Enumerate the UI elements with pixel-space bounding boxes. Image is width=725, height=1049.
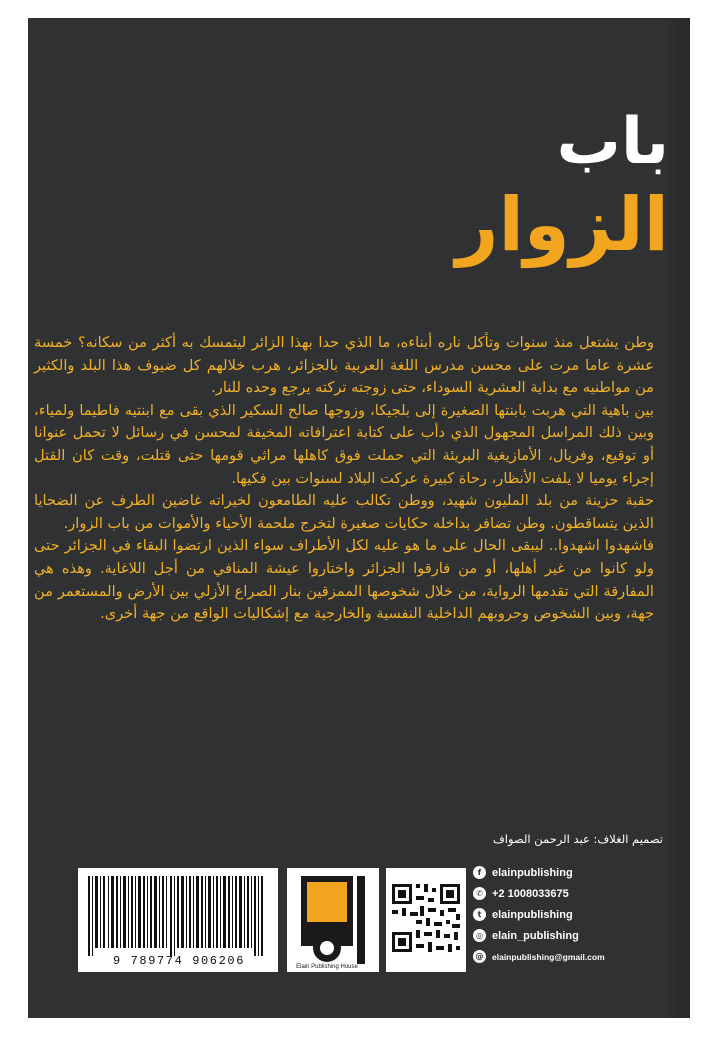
isbn-number: 9 789774 906206 — [112, 954, 246, 968]
contact-twitter — [473, 904, 668, 925]
isbn-barcode — [78, 868, 278, 972]
contact-email — [473, 946, 668, 967]
contact-instagram — [473, 925, 668, 946]
whatsapp-icon: ✆ — [473, 887, 486, 900]
publisher-logo — [287, 868, 379, 972]
barcode-bars — [78, 874, 278, 962]
facebook-icon: f — [473, 866, 486, 879]
book-title-line1: باب — [556, 105, 669, 179]
contact-text: +2 1008033675 — [492, 887, 569, 900]
contact-text: elainpublishing@gmail.com — [492, 951, 605, 962]
publisher-logo-mark — [287, 868, 379, 972]
cover-designer-credit: تصميم الغلاف: عبد الرحمن الصواف — [492, 832, 663, 846]
contact-whatsapp — [473, 883, 668, 904]
qr-code — [386, 868, 466, 972]
twitter-icon: t — [473, 908, 486, 921]
publisher-contacts — [473, 862, 668, 967]
qr-code-pattern — [386, 868, 466, 972]
email-icon: @ — [473, 950, 486, 963]
blurb-text — [34, 332, 654, 626]
contact-text: elainpublishing — [492, 908, 573, 921]
blurb-paragraph: وطن يشتعل منذ سنوات وتأكل ناره أبناءه، ما الذي حدا بهذا الزائر ليتمسك به أكثر من سكانه؟ خمسة عشرة عاما مرت على محسن مدرس اللغة العربية بالجزائر، هرب خلالهم كل ضيوف هذا البلد والكثير من مواطنيه مع بداية العشرية السوداء، حتى زوجته تركته يرجع وحده للنار. — [34, 334, 654, 397]
contact-facebook — [473, 862, 668, 883]
contact-text: elainpublishing — [492, 866, 573, 879]
blurb-paragraph: حقبة حزينة من بلد المليون شهيد، ووطن تكالب عليه الطامعون لخيراته غاضين الطرف عن الضحايا الذين يتساقطون. وطن تضافر بداخله حكايات صغيرة لتخرج ملحمة الأحياء والأموات من باب الزوار. — [34, 492, 654, 532]
instagram-icon: ◎ — [473, 929, 486, 942]
book-title-line2: الزوار — [455, 182, 669, 268]
blurb-paragraph: فاشهدوا اشهدوا.. ليبقى الحال على ما هو عليه لكل الأطراف سواء الذين ارتضوا البقاء في الجزائر حتى ولو كانوا من غير أهلها، أو من فارقوا الجزائر واختاروا عيشة المنافي من أجل اللاغاية. وهذه هي المفارقة التي تقدمها الرواية، من خلال شخوصها الممزقين بنار الصراع الأزلي بين الأرض والمستعمر من جهة، وبين الشخوص وحروبهم الداخلية النفسية والخارجية مع إشكاليات الواقع من جهة أخرى. — [34, 537, 654, 623]
blurb-paragraph: بين باهية التي هربت بابنتها الصغيرة إلى بلجيكا، وزوجها صالح السكير الذي بقى مع ابنتيه فاطيما ولمياء، وبين ذلك المراسل المجهول الذي دأب على كتابة اعترافاته المخيفة لمحسن في رسائل لا تحمل عنوانا أو توقيع، وفريال، الأمازيغية البريئة التي حملت فوق كاهلها مراثي قومها حتى قتلت، وقت كان القتل إجراء يوميا لا يلفت الأنظار، رحاة كبيرة عركت البلاد لسنوات بين فكيها. — [34, 401, 654, 487]
contact-text: elain_publishing — [492, 929, 579, 942]
publisher-english-name: Elain Publishing House — [296, 964, 358, 970]
